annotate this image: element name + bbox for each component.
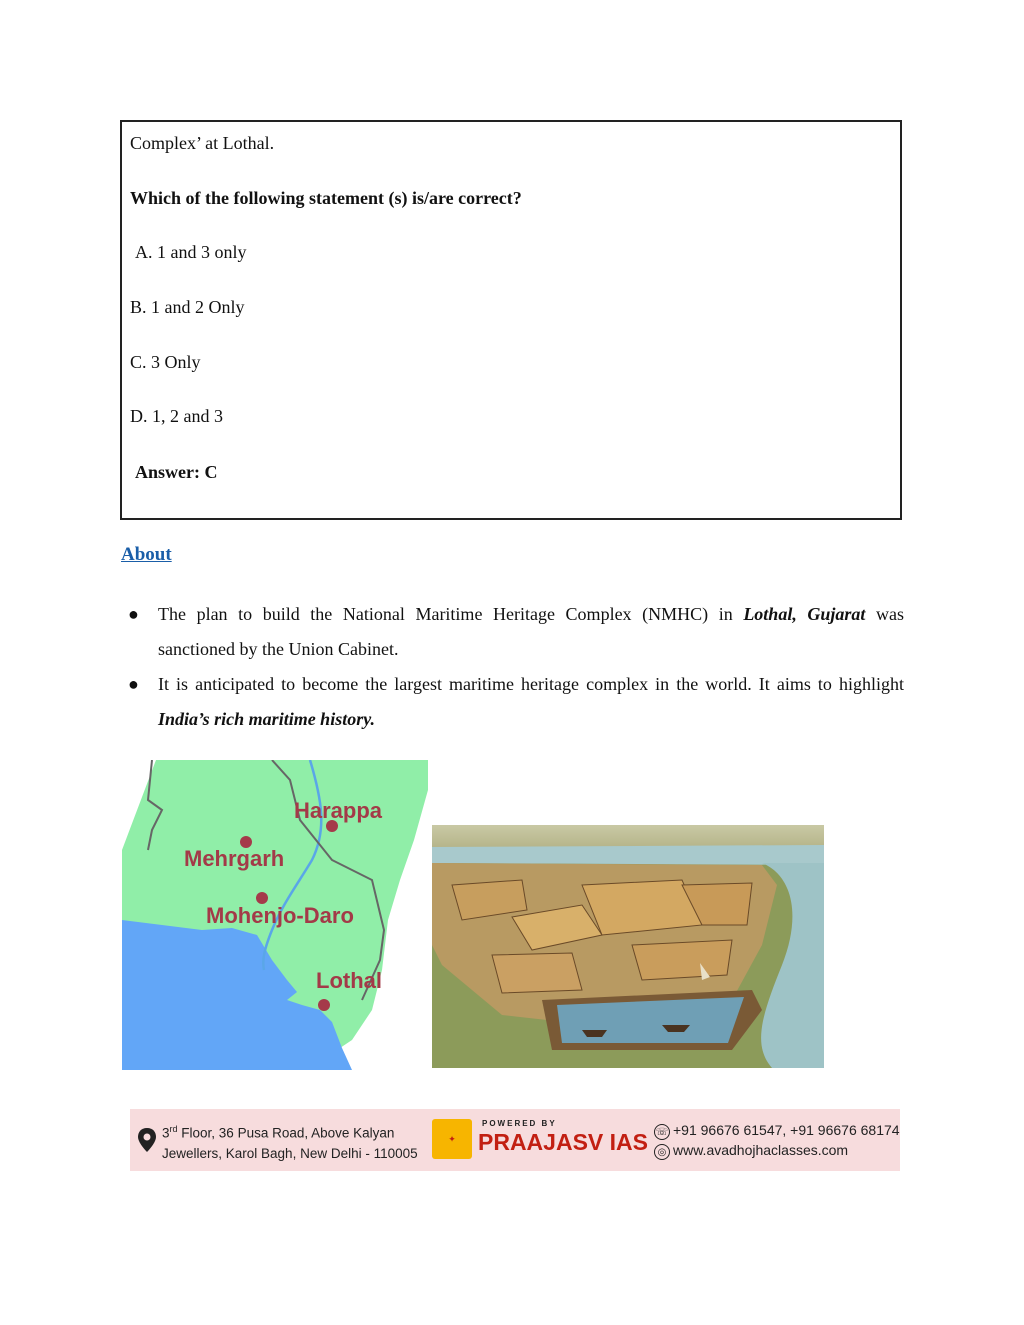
bullet-dot-icon: ●	[128, 604, 139, 624]
option-d: D. 1, 2 and 3	[130, 406, 223, 426]
river-far	[432, 845, 824, 865]
globe-icon: ◎	[654, 1144, 670, 1160]
question-prompt: Which of the following statement (s) is/are correct?	[130, 188, 522, 208]
footer-website[interactable]: www.avadhojhaclasses.com	[673, 1142, 849, 1158]
address-line-2: Jewellers, Karol Bagh, New Delhi - 110005	[162, 1145, 418, 1161]
phone-icon: ☏	[654, 1124, 670, 1140]
dock-basin	[557, 997, 744, 1043]
lothal-marker	[318, 999, 330, 1011]
address-line-1	[162, 1119, 418, 1144]
footer-address	[162, 1119, 418, 1164]
map-label-lothal: Lothal	[316, 968, 382, 993]
address-line-1-rest: Floor, 36 Pusa Road, Above Kalyan	[177, 1125, 395, 1141]
footer-phone[interactable]: +91 96676 61547, +91 96676 68174	[673, 1122, 900, 1138]
building-block	[632, 940, 732, 980]
option-b: B. 1 and 2 Only	[130, 297, 245, 317]
footer-banner	[130, 1109, 900, 1171]
map-label-mehrgarh: Mehrgarh	[184, 846, 285, 871]
map-label-mohenjo-daro: Mohenjo-Daro	[206, 903, 354, 928]
list-item	[128, 597, 904, 667]
option-c: C. 3 Only	[130, 352, 201, 372]
question-fragment: Complex’ at Lothal.	[130, 133, 275, 153]
bullet2-text-pre: It is anticipated to become the largest maritime heritage complex in the world. It aims to highlight	[158, 674, 904, 694]
institute-logo: ✦	[432, 1119, 472, 1159]
bullet1-emphasis: Lothal, Gujarat	[743, 604, 866, 624]
list-item	[128, 667, 904, 737]
brand-name: PRAAJASV IAS	[478, 1129, 648, 1155]
bullet-dot-icon: ●	[128, 674, 139, 694]
address-floor-number: 3	[162, 1125, 170, 1141]
bullet1-text-post: was sanctioned by the Union Cabinet.	[158, 604, 904, 659]
address-floor-suffix: rd	[169, 1124, 178, 1134]
bullet2-emphasis: India’s rich maritime history.	[158, 709, 376, 729]
building-block	[492, 953, 582, 993]
bullet1-text-pre: The plan to build the National Maritime Heritage Complex (NMHC) in	[158, 604, 744, 624]
powered-by-label: POWERED BY	[482, 1119, 557, 1128]
answer: Answer: C	[135, 462, 218, 482]
option-a: A. 1 and 3 only	[135, 242, 247, 262]
location-pin-icon	[136, 1127, 158, 1153]
painting-horizon	[432, 825, 824, 847]
indus-sites-map	[122, 760, 428, 1070]
about-bullet-list	[128, 597, 904, 737]
lothal-dockyard-painting	[432, 825, 824, 1068]
question-box	[120, 120, 902, 520]
map-label-harappa: Harappa	[294, 798, 383, 823]
about-heading-link[interactable]: About	[121, 544, 172, 565]
